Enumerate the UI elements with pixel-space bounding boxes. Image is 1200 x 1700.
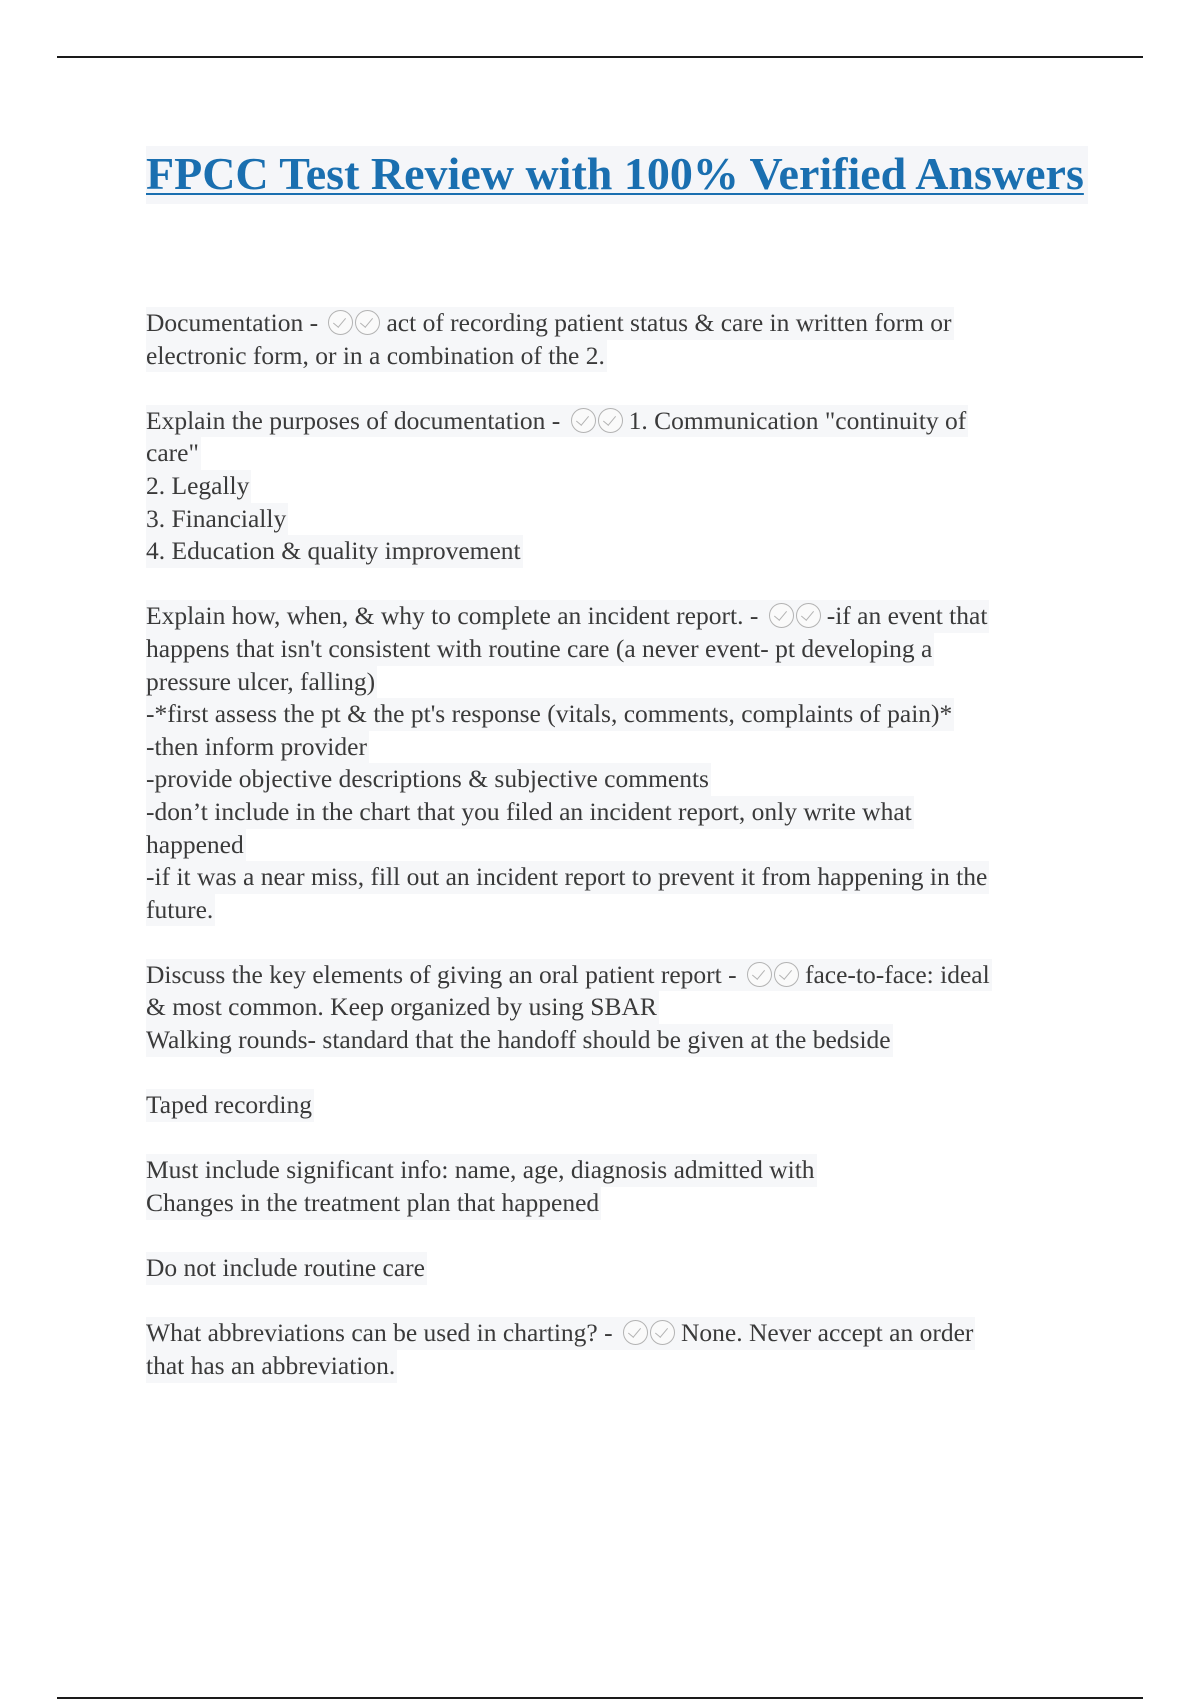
title-box (146, 146, 1088, 204)
paragraph-text: Do not include routine care (146, 1252, 427, 1285)
top-rule (57, 56, 1143, 58)
document-body (146, 307, 1088, 1415)
paragraph (146, 1154, 1088, 1219)
double-check-circle-icon (623, 1317, 677, 1350)
answer-text: -then inform provider (146, 731, 369, 764)
answer-row (146, 633, 1088, 666)
qa-entry (146, 959, 1088, 1057)
qa-first-line (146, 959, 1088, 992)
paragraph-row (146, 1154, 1088, 1187)
qa-line-highlight (146, 959, 992, 992)
qa-first-line (146, 1317, 1088, 1350)
answer-text: 1. Communication "continuity of (628, 405, 967, 435)
answer-row (146, 991, 1088, 1024)
answer-row (146, 698, 1088, 731)
check-circle-icon (571, 408, 596, 433)
answer-text: None. Never accept an order (681, 1318, 974, 1348)
answer-row (146, 340, 1088, 373)
qa-entry (146, 307, 1088, 372)
paragraph-row (146, 1252, 1088, 1285)
check-circle-icon (355, 310, 380, 335)
check-circle-icon (623, 1320, 648, 1345)
answer-text: that has an abbreviation. (146, 1350, 397, 1383)
answer-text: -if it was a near miss, fill out an incident report to prevent it from happening in the (146, 861, 989, 894)
check-circle-icon (650, 1320, 675, 1345)
answer-row (146, 470, 1088, 503)
qa-entry (146, 405, 1088, 568)
answer-row (146, 894, 1088, 927)
answer-row (146, 829, 1088, 862)
answer-row (146, 1350, 1088, 1383)
check-circle-icon (747, 962, 772, 987)
answer-row (146, 763, 1088, 796)
paragraph-text: Taped recording (146, 1089, 314, 1122)
double-check-circle-icon (571, 405, 625, 438)
separator: - (303, 308, 325, 337)
answer-text: -provide objective descriptions & subjective comments (146, 763, 711, 796)
qa-entry (146, 600, 1088, 926)
qa-entry (146, 1317, 1088, 1382)
separator: - (721, 959, 743, 989)
double-check-circle-icon (747, 959, 801, 992)
qa-first-line (146, 307, 1088, 340)
qa-line-highlight (146, 600, 989, 633)
paragraph-text: Must include significant info: name, age, diagnosis admitted with (146, 1154, 817, 1187)
answer-text: 3. Financially (146, 503, 288, 536)
answer-text: 2. Legally (146, 470, 251, 503)
paragraph (146, 1252, 1088, 1285)
question-term: Discuss the key elements of giving an oral patient report (146, 959, 722, 989)
answer-text: act of recording patient status & care in written form or (386, 308, 952, 337)
paragraph-row (146, 1089, 1088, 1122)
answer-text: -don’t include in the chart that you filed an incident report, only write what (146, 796, 914, 829)
question-term: Explain the purposes of documentation (146, 405, 546, 435)
answer-text: 4. Education & quality improvement (146, 535, 523, 568)
question-term: Documentation (146, 308, 304, 337)
answer-row (146, 731, 1088, 764)
paragraph (146, 1089, 1088, 1122)
document-title[interactable]: FPCC Test Review with 100% Verified Answers (146, 148, 1084, 199)
qa-line-highlight (146, 405, 968, 438)
answer-row (146, 535, 1088, 568)
answer-row (146, 861, 1088, 894)
check-circle-icon (796, 603, 821, 628)
paragraph-text: Changes in the treatment plan that happened (146, 1187, 601, 1220)
answer-text: electronic form, or in a combination of the 2. (146, 340, 607, 373)
answer-row (146, 666, 1088, 699)
paragraph-row (146, 1187, 1088, 1220)
answer-text: -*first assess the pt & the pt's response (vitals, comments, complaints of pain)* (146, 698, 954, 731)
answer-text: happens that isn't consistent with routine care (a never event- pt developing a (146, 633, 934, 666)
check-circle-icon (328, 310, 353, 335)
answer-text: care" (146, 437, 201, 470)
qa-first-line (146, 600, 1088, 633)
qa-line-highlight (146, 307, 954, 340)
qa-first-line (146, 405, 1088, 438)
answer-row (146, 1024, 1088, 1057)
separator: - (743, 601, 765, 631)
double-check-circle-icon (328, 307, 382, 340)
question-term: Explain how, when, & why to complete an incident report. (146, 601, 744, 631)
check-circle-icon (598, 408, 623, 433)
answer-row (146, 503, 1088, 536)
answer-text: face-to-face: ideal (804, 959, 990, 989)
check-circle-icon (774, 962, 799, 987)
answer-text: happened (146, 829, 246, 862)
answer-text: Walking rounds- standard that the handoff should be given at the bedside (146, 1024, 893, 1057)
qa-line-highlight (146, 1317, 975, 1350)
separator: - (597, 1318, 619, 1348)
answer-row (146, 796, 1088, 829)
answer-text: & most common. Keep organized by using SBAR (146, 991, 659, 1024)
double-check-circle-icon (769, 600, 823, 633)
check-circle-icon (769, 603, 794, 628)
question-term: What abbreviations can be used in charting? (146, 1318, 598, 1348)
bottom-rule (57, 1697, 1143, 1699)
answer-text: future. (146, 894, 215, 927)
answer-text: pressure ulcer, falling) (146, 666, 377, 699)
answer-row (146, 437, 1088, 470)
answer-text: -if an event that (826, 601, 988, 631)
separator: - (545, 405, 567, 435)
